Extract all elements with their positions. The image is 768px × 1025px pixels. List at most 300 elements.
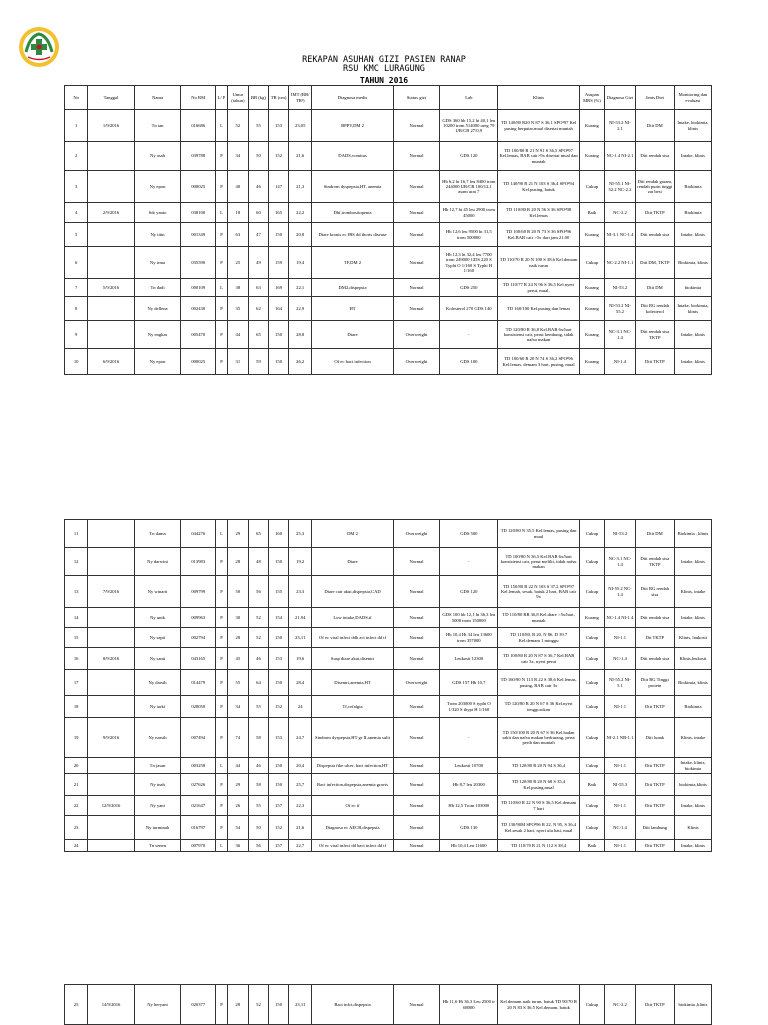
table-cell: 60	[248, 203, 268, 223]
table-cell: 28	[227, 628, 248, 648]
table-cell: Kurang	[579, 279, 604, 297]
table-cell: 11	[65, 520, 88, 548]
table-cell: NC-1.4 NI-2.1	[605, 142, 636, 171]
table-cell: TD 100/60 R 20 N 74 S 36,2 SPO²96 Kel.lemas, demam 3 hari, pusing, mual	[498, 349, 579, 375]
table-cell: NI-1.4	[605, 349, 636, 375]
table-cell: 46	[248, 171, 268, 203]
table-cell: 35	[227, 297, 248, 321]
table-cell: 52	[248, 608, 268, 628]
table-cell: P	[216, 223, 228, 247]
table-cell: GDS 120	[440, 142, 498, 171]
table-cell: NC-3.1 NC-1.4	[605, 321, 636, 349]
table-cell: 150	[269, 223, 289, 247]
table-cell: Diit TKTP	[635, 796, 674, 816]
table-cell: Ny epon	[134, 349, 181, 375]
table-cell: Diit TKTP	[635, 840, 674, 852]
table-cell: Ny santi	[134, 648, 181, 670]
table-cell: 58	[248, 774, 268, 796]
table-cell: 28,8	[289, 321, 312, 349]
table-cell: Normal	[393, 171, 440, 203]
table-cell: 147	[269, 171, 289, 203]
table-cell: NI-1.1	[605, 696, 636, 718]
table-cell: NC-1.4	[605, 816, 636, 840]
table-cell: 9	[65, 321, 88, 349]
table-cell: Ny epon	[134, 171, 181, 203]
table-cell: 5	[65, 223, 88, 247]
table-cell: Intake, klinis	[674, 142, 711, 171]
table-cell: Ny turminah	[134, 816, 181, 840]
table-cell: Diit DM, TKTP	[635, 247, 674, 279]
table-cell: 36	[227, 840, 248, 852]
table-cell: P	[216, 576, 228, 608]
table-row	[65, 774, 712, 796]
table-cell: L	[216, 520, 228, 548]
table-cell: TD 120/80 R 20 N 67 S 36 Kel.nyeri tenggorokan	[498, 696, 579, 718]
table-cell: Tn dama	[134, 520, 181, 548]
table-cell: DADS,vomitus	[312, 142, 393, 171]
table-cell: 154	[269, 608, 289, 628]
table-cell: NI-1.1	[605, 628, 636, 648]
table-cell: Sindrom dyspepsia,HT gr II,anemia sulit	[312, 718, 393, 758]
table-cell: 46	[248, 758, 268, 774]
table-cell: 38	[227, 279, 248, 297]
table-cell: 21,3	[289, 171, 312, 203]
table-cell: Cukup	[579, 648, 604, 670]
table-cell: TD 120/80 R 20 N 94 S 36,4	[498, 758, 579, 774]
table-cell: 16	[65, 648, 88, 670]
table-cell: 005470	[181, 321, 216, 349]
table-cell: NI-1.1	[605, 758, 636, 774]
table-cell: Klinis, intake	[674, 718, 711, 758]
table-cell: 23,05	[289, 110, 312, 142]
table-cell: GDS 130	[440, 816, 498, 840]
table-cell: 59	[248, 349, 268, 375]
table-cell: 28	[227, 548, 248, 576]
table-cell: NI-1.1	[605, 796, 636, 816]
table-cell	[88, 696, 135, 718]
table-cell: 49	[248, 247, 268, 279]
table-row	[65, 985, 712, 1025]
table-cell: P	[216, 696, 228, 718]
table-cell: 038100	[181, 203, 216, 223]
table-cell: TD 140/80 R20 N 87 S 36,1 SPO²97 Kel pusing berputar,mual disertai muntah	[498, 110, 579, 142]
column-header: Klinis	[498, 86, 579, 110]
table-cell: TD 100/80 N 36,5 Kel.BAB 6x/hari konsistensi cair, perut melilit, tidak nafsu makan	[498, 548, 579, 576]
table-cell: Tn dadi	[134, 279, 181, 297]
table-cell: 150	[269, 628, 289, 648]
report-year: TAHUN 2016	[359, 76, 409, 85]
table-cell: Ny dellena	[134, 297, 181, 321]
table-cell: Normal	[393, 648, 440, 670]
table-cell: GDS 100	[440, 349, 498, 375]
table-cell: TD 110/80 R 20 N 56 S 36 SPO²98 Kel.lemas	[498, 203, 579, 223]
table-cell: Diit RG Tinggi protein	[635, 670, 674, 696]
table-cell: Diit RG rendah kolesterol	[635, 297, 674, 321]
table-cell: BPPV,DM 2	[312, 110, 393, 142]
table-cell: Kurang	[579, 297, 604, 321]
table-cell: TD 110/60 R 22 N 90 S 36,5 Kel.demam 7 hari	[498, 796, 579, 816]
table-cell: Sindrom dyspepsia,HT, anemia	[312, 171, 393, 203]
table-cell: 6/9/2016	[88, 349, 135, 375]
column-header: Tanggal	[88, 86, 135, 110]
table-cell: 152	[269, 142, 289, 171]
table-cell: 14	[65, 608, 88, 628]
table-cell: 8	[65, 297, 88, 321]
table-cell: Bact infection,dispepsia,anemia gravis	[312, 774, 393, 796]
table-cell: Diit rendah sisa	[635, 142, 674, 171]
table-cell: 014479	[181, 670, 216, 696]
table-cell: P	[216, 548, 228, 576]
table-cell: TD 150/80 R 22 N 103 S 37,2 SPO²97 Kel.lemah, sesak, batuk 2 hari, BAB cair 9x	[498, 576, 579, 608]
table-cell: GDS 360 hb 15,2 ht 40,1 leu 10200 trom 514000 ureg 79 UR/CR 27/0,9	[440, 110, 498, 142]
table-cell: 003258	[181, 758, 216, 774]
table-cell	[88, 171, 135, 203]
table-cell: 31	[227, 349, 248, 375]
table-cell: Baik	[579, 203, 604, 223]
table-cell: L	[216, 758, 228, 774]
table-cell: 22,3	[289, 796, 312, 816]
table-cell: TD 120/80 N 35,5 Kel.lemas, pusing dan mual	[498, 520, 579, 548]
table-cell: GDS 250	[440, 279, 498, 297]
table-cell: 000109	[181, 279, 216, 297]
table-cell: Overweight	[393, 321, 440, 349]
table-cell: Overweight	[393, 520, 440, 548]
table-cell: 20,8	[289, 223, 312, 247]
table-cell: Normal	[393, 696, 440, 718]
table-row	[65, 576, 712, 608]
table-cell: 50	[227, 576, 248, 608]
table-cell: Cukup	[579, 796, 604, 816]
table-cell: Cukup	[579, 670, 604, 696]
table-cell: 150	[269, 349, 289, 375]
report-title: REKAPAN ASUHAN GIZI PASIEN RANAP	[302, 55, 466, 65]
table-cell: Intake, klinis, biokimia	[674, 758, 711, 774]
table-cell: Cukup	[579, 816, 604, 840]
table-cell: 13	[65, 576, 88, 608]
table-cell: P	[216, 670, 228, 696]
table-cell: Ny darsih	[134, 670, 181, 696]
table-cell: Cukup	[579, 628, 604, 648]
table-cell: Diit DM	[635, 279, 674, 297]
table-cell: 150	[269, 321, 289, 349]
table-cell: 25,7	[289, 774, 312, 796]
table-cell: 002794	[181, 628, 216, 648]
table-cell	[88, 223, 135, 247]
table-cell: Intake, biokimia, klinis	[674, 110, 711, 142]
table-cell: 159	[269, 247, 289, 279]
table-cell: Intake, klinis	[674, 608, 711, 628]
table-cell: 035590	[181, 247, 216, 279]
table-cell: 15	[65, 628, 88, 648]
table-cell: 56	[248, 840, 268, 852]
table-cell: Diare	[312, 548, 393, 576]
table-cell: 23,11	[289, 985, 312, 1025]
table-cell: Normal	[393, 279, 440, 297]
table-cell: TD 150/100 R 20 N 67 S 36 Kel.badan sakit dan nafsu makan berkurang, perut perih dan muntah	[498, 718, 579, 758]
table-cell: L	[216, 279, 228, 297]
table-cell: Biokimia	[674, 203, 711, 223]
table-cell: 6	[65, 247, 88, 279]
table-cell: 1/9/2016	[88, 110, 135, 142]
table-cell: 016686	[181, 110, 216, 142]
table-cell: Kolesterol 270 GDS 140	[440, 297, 498, 321]
table-cell: 25	[65, 985, 88, 1025]
table-cell: Ny yani	[134, 796, 181, 816]
table-row	[65, 670, 712, 696]
table-cell: 160	[269, 520, 289, 548]
table-cell: 009963	[181, 608, 216, 628]
table-cell: -	[440, 548, 498, 576]
table-cell: Hb 8,7 leu 20300	[440, 774, 498, 796]
table-row	[65, 548, 712, 576]
table-cell: Of ec bact infection	[312, 349, 393, 375]
table-cell: Leukosit 12300	[440, 648, 498, 670]
table-cell: NI-3.1 NC-1.4	[605, 223, 636, 247]
table-cell: 8/9/2016	[88, 648, 135, 670]
table-cell: -	[440, 321, 498, 349]
table-cell: 45	[227, 648, 248, 670]
table-row	[65, 608, 712, 628]
table-cell: 009799	[181, 576, 216, 608]
table-cell: 30	[227, 608, 248, 628]
column-header: Asupan MRS (%)	[579, 86, 604, 110]
table-cell: L	[216, 110, 228, 142]
table-cell: Ny heryani	[134, 985, 181, 1025]
table-cell: Of ec tf	[312, 796, 393, 816]
table-cell: 169	[269, 279, 289, 297]
column-header: Status gizi	[393, 86, 440, 110]
table-cell: 18	[227, 203, 248, 223]
table-cell: NC-1.4 NI-1.4	[605, 608, 636, 628]
table-cell: Ny titin	[134, 223, 181, 247]
table-header-row	[65, 86, 712, 110]
table-cell: DM 2	[312, 520, 393, 548]
table-cell: 28,4	[289, 670, 312, 696]
table-cell	[88, 774, 135, 796]
table-row	[65, 297, 712, 321]
table-cell: Normal	[393, 247, 440, 279]
table-cell: Hb 12,6 leu 9500 ht 31,5 trom 500000	[440, 223, 498, 247]
table-cell: Cukup	[579, 520, 604, 548]
table-cell: Ny winarti	[134, 576, 181, 608]
table-cell: P	[216, 247, 228, 279]
table-cell: 150	[269, 670, 289, 696]
table-row	[65, 349, 712, 375]
table-cell: 54	[227, 816, 248, 840]
table-cell: Tf,cefalgia	[312, 696, 393, 718]
table-cell: 74	[227, 718, 248, 758]
table-cell: Diit rendah garam, rendah purin tinggi zat besi	[635, 171, 674, 203]
table-cell: 24	[289, 696, 312, 718]
table-cell: 55	[248, 796, 268, 816]
table-cell: 52	[248, 985, 268, 1025]
column-header: Nama	[134, 86, 181, 110]
table-cell: 164	[269, 297, 289, 321]
table-row	[65, 758, 712, 774]
table-row	[65, 110, 712, 142]
table-cell	[88, 816, 135, 840]
table-cell: Diit rendah sisa TKTP	[635, 548, 674, 576]
table-cell: TD 100/80 R 20 N 87 S 36,7 Kel.BAB cair 3x, nyeri perut	[498, 648, 579, 670]
table-cell: GDS 100 hb 12,1 ht 36,3 leu 5000 trom 150000	[440, 608, 498, 628]
table-cell: Tn senen	[134, 840, 181, 852]
table-cell: Kurang	[579, 608, 604, 628]
table-cell: Ny engkas	[134, 321, 181, 349]
table-cell: Cukup	[579, 576, 604, 608]
table-cell: Normal	[393, 774, 440, 796]
table-cell: 34	[227, 142, 248, 171]
table-cell: Low intake,DADS,tf	[312, 608, 393, 628]
column-header: Jenis Diet	[635, 86, 674, 110]
table-cell: 24,7	[289, 718, 312, 758]
table-cell: Biokimia	[674, 696, 711, 718]
table-cell: 155	[269, 576, 289, 608]
table-cell: TD 120/80 R 20 N 68 S 35,4 Kel.pusing,mual	[498, 774, 579, 796]
table-cell: TF,DM 2	[312, 247, 393, 279]
table-cell: Normal	[393, 297, 440, 321]
table-cell: L	[216, 840, 228, 852]
table-cell: NC-2.2	[605, 203, 636, 223]
table-cell: NC-2.2	[605, 985, 636, 1025]
table-cell: 23,3	[289, 576, 312, 608]
table-cell: NI-53.2 NI-55.2	[605, 297, 636, 321]
table-row	[65, 840, 712, 852]
table-cell: Susp diare akut,disentri	[312, 648, 393, 670]
table-cell: Of ec viral infect dd bact infect dd tf	[312, 840, 393, 852]
table-cell: Normal	[393, 985, 440, 1025]
table-cell: TD 100/80 R 21 N 91 S 36,5 SPO²97 Kel.lemas, BAB cair>9x disertai mual dan muntah	[498, 142, 579, 171]
table-cell: biokimia ,klinis	[674, 985, 711, 1025]
table-cell: Klinis, laukosit	[674, 628, 711, 648]
table-cell: 18	[65, 696, 88, 718]
table-cell: 62	[248, 297, 268, 321]
table-cell: Klinis	[674, 816, 711, 840]
table-cell	[88, 670, 135, 696]
table-row	[65, 520, 712, 548]
table-cell: TD 110/70 R 20 N 100 S 38,6 Kel.demam naik turun	[498, 247, 579, 279]
table-cell: 46	[248, 648, 268, 670]
table-cell: Cukup	[579, 758, 604, 774]
table-cell: Diagnosa ec AECB,dispepsia	[312, 816, 393, 840]
table-cell: 56	[248, 576, 268, 608]
table-cell	[88, 758, 135, 774]
table-cell: Diare kronis ec IBS dd thoris disease	[312, 223, 393, 247]
table-cell: 19,4	[289, 247, 312, 279]
column-header: Lab	[440, 86, 498, 110]
table-cell: 20,4	[289, 758, 312, 774]
table-cell: Ny tarki	[134, 696, 181, 718]
table-cell: P	[216, 816, 228, 840]
table-cell	[88, 548, 135, 576]
table-cell: 63	[227, 223, 248, 247]
table-cell: 150	[269, 758, 289, 774]
table-cell: NC-1.4	[605, 648, 636, 670]
table-cell: 153	[269, 648, 289, 670]
table-cell: 043165	[181, 648, 216, 670]
table-row	[65, 223, 712, 247]
table-cell: Diit rendah sisa	[635, 608, 674, 628]
table-cell: 64	[248, 670, 268, 696]
table-cell: 153	[269, 718, 289, 758]
table-row	[65, 321, 712, 349]
table-cell: P	[216, 628, 228, 648]
table-cell: Intake, klinis	[674, 223, 711, 247]
table-cell: 23,11	[289, 628, 312, 648]
table-cell: Of ec viral infect ddh act infect dd tf	[312, 628, 393, 648]
table-cell: P	[216, 718, 228, 758]
table-cell: Diit rendah sisa	[635, 648, 674, 670]
table-cell: Biokimia	[674, 171, 711, 203]
table-cell: Diit TKTP	[635, 696, 674, 718]
table-cell: biokimia,klinis	[674, 774, 711, 796]
table-cell: 26,2	[289, 349, 312, 375]
table-cell: NI-2.1 NB-1.1	[605, 718, 636, 758]
table-cell: NI-55.2 NC-1.4	[605, 576, 636, 608]
table-cell: 44	[227, 321, 248, 349]
table-row	[65, 247, 712, 279]
table-cell: Ny unik	[134, 608, 181, 628]
table-cell: 12	[65, 548, 88, 576]
table-cell	[88, 520, 135, 548]
table-cell: Dispepsia fike ulcer, bact infection,HT	[312, 758, 393, 774]
table-cell: 28	[227, 985, 248, 1025]
table-cell: TD 110/70 R 21 N 112 S 38,4	[498, 840, 579, 852]
table-cell: 55	[248, 110, 268, 142]
table-cell: 22,7	[289, 840, 312, 852]
table-cell: Intake, klinis	[674, 321, 711, 349]
table-cell: Klinis, intake	[674, 576, 711, 608]
table-cell: 19	[65, 718, 88, 758]
table-cell: Ny narsih	[134, 718, 181, 758]
table-cell: P	[216, 297, 228, 321]
table-cell: Hb 12,3 ht 32,4 leu 7700 trom 249000 GDS 220 S Typhi O 1/160 S Typhi H 1/160	[440, 247, 498, 279]
table-cell: Normal	[393, 608, 440, 628]
table-cell	[88, 247, 135, 279]
table-cell: Cukup	[579, 718, 604, 758]
table-cell: 65	[248, 520, 268, 548]
table-cell: Diit DM	[635, 520, 674, 548]
table-cell: 013983	[181, 548, 216, 576]
table-cell: 039788	[181, 142, 216, 171]
table-cell: 26	[227, 796, 248, 816]
table-cell: Intake, klinis	[674, 796, 711, 816]
nutrition-table-section-1	[64, 85, 712, 375]
column-header: Diagnosa medis	[312, 86, 393, 110]
table-row	[65, 648, 712, 670]
table-cell: P	[216, 608, 228, 628]
table-cell: Kurang	[579, 321, 604, 349]
table-cell: Bact infct,dispepsia	[312, 985, 393, 1025]
table-cell: Diit DM	[635, 110, 674, 142]
table-cell: GDS 500	[440, 520, 498, 548]
table-cell: Normal	[393, 548, 440, 576]
table-cell: Hb 12,5 Trom 103000	[440, 796, 498, 816]
table-cell: 21,6	[289, 142, 312, 171]
table-cell: P	[216, 796, 228, 816]
table-row	[65, 796, 712, 816]
table-cell: Cukup	[579, 985, 604, 1025]
table-cell: NI-55.1 NI-52.2 NC-2.2	[605, 171, 636, 203]
table-cell: 50	[248, 142, 268, 171]
table-row	[65, 171, 712, 203]
table-cell: 23	[65, 816, 88, 840]
table-cell: Tn jasan	[134, 758, 181, 774]
table-cell: 22	[65, 796, 88, 816]
table-cell: Hb 12,7 ht 45 leu 2900 trom 45000	[440, 203, 498, 223]
table-cell: Hb 10,4 Leu 11600	[440, 840, 498, 852]
table-cell: 63	[248, 279, 268, 297]
table-cell: P	[216, 171, 228, 203]
